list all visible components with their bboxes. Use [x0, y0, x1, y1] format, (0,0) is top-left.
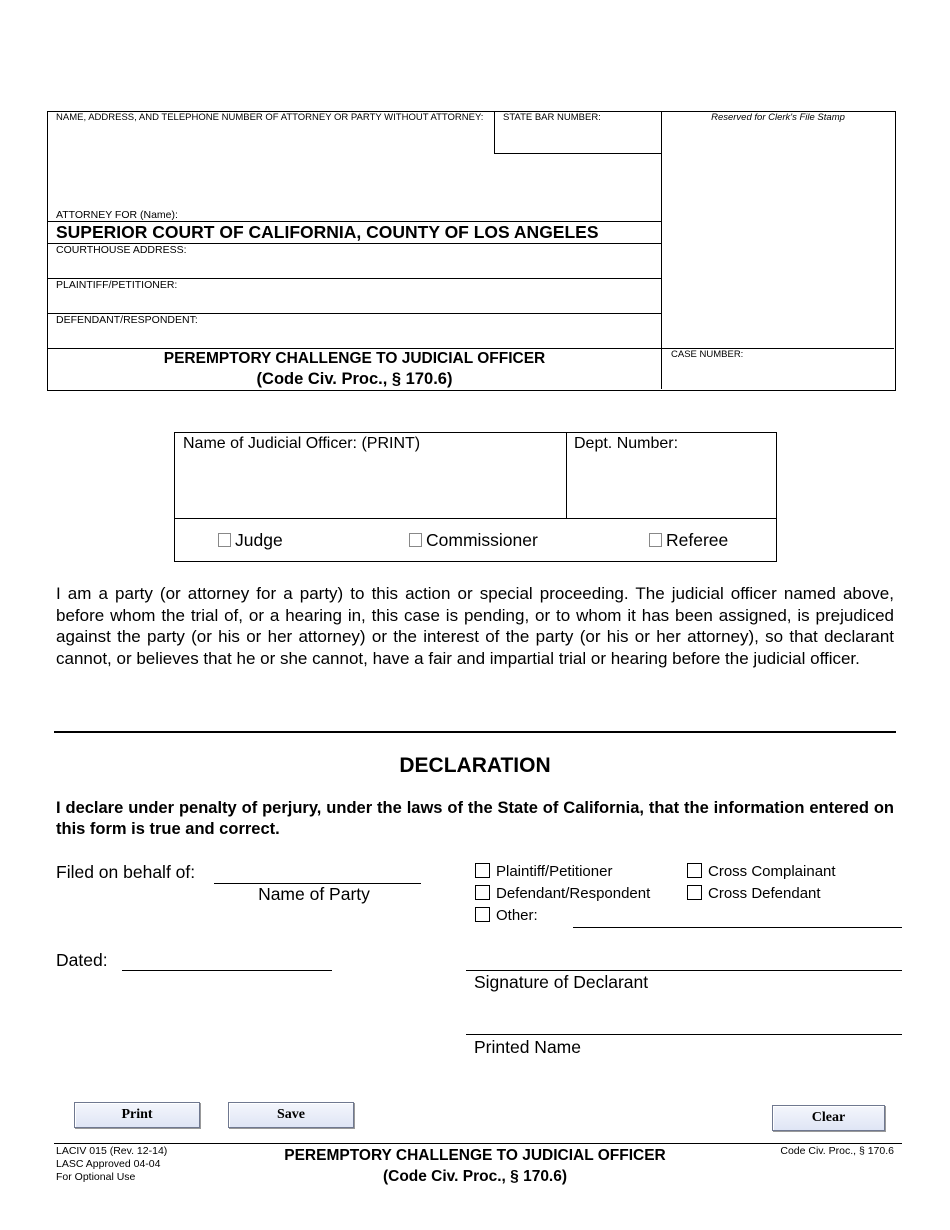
filed-on-behalf-label: Filed on behalf of:: [56, 862, 196, 882]
caption-title-line1: PEREMPTORY CHALLENGE TO JUDICIAL OFFICER: [163, 350, 546, 367]
officer-rule: [174, 518, 776, 519]
party-cross-complainant[interactable]: [687, 863, 836, 880]
clerk-stamp-label: Reserved for Clerk's File Stamp: [711, 112, 845, 123]
party-cross-defendant[interactable]: [687, 885, 821, 902]
footer-form-id: LACIV 015 (Rev. 12-14): [56, 1145, 168, 1157]
other-checkbox[interactable]: [475, 907, 490, 922]
caption-title: [47, 348, 662, 390]
footer-title-line1: PEREMPTORY CHALLENGE TO JUDICIAL OFFICER: [284, 1147, 666, 1164]
caption-title-line2: (Code Civ. Proc., § 170.6): [256, 370, 453, 388]
commissioner-checkbox[interactable]: [409, 533, 422, 547]
option-referee[interactable]: [649, 530, 728, 551]
defendant-option-label: Defendant/Respondent: [496, 885, 651, 902]
declaration-heading: DECLARATION: [399, 754, 551, 777]
attorney-for-label: ATTORNEY FOR (Name):: [56, 209, 178, 221]
judge-checkbox[interactable]: [218, 533, 231, 547]
declaration-text: I declare under penalty of perjury, under the laws of the State of California, that the information entered on this form is true and correct.: [56, 799, 894, 838]
other-option-label: Other:: [496, 907, 538, 924]
signature-line[interactable]: [466, 970, 902, 971]
footer-form-info: [56, 1145, 167, 1184]
save-button[interactable]: Save: [228, 1102, 354, 1128]
state-bar-label: STATE BAR NUMBER:: [503, 112, 601, 123]
commissioner-label: Commissioner: [426, 530, 538, 550]
party-other[interactable]: [475, 907, 538, 924]
plaintiff-checkbox[interactable]: [475, 863, 490, 878]
footer-title-line2: (Code Civ. Proc., § 170.6): [382, 1168, 568, 1185]
cross-defendant-checkbox[interactable]: [687, 885, 702, 900]
footer-optional: For Optional Use: [56, 1171, 136, 1183]
print-button[interactable]: Print: [74, 1102, 200, 1128]
cross-defendant-label: Cross Defendant: [708, 885, 821, 902]
party-defendant[interactable]: [475, 885, 650, 902]
statement-paragraph: I am a party (or attorney for a party) to this action or special proceeding. The judicial officer named above, before whom the trial of, or a hearing in, this case is pending, or to whom it has been assigned, is prejudiced against the party (or his or her attorney) or the interest of the party (or his or her attorney), so that declarant cannot, or believes that he or she cannot, have a fair and impartial trial or hearing before the judicial officer.: [56, 584, 894, 668]
plaintiff-label: PLAINTIFF/PETITIONER:: [56, 279, 178, 291]
name-of-party-label: Name of Party: [258, 884, 370, 904]
referee-label: Referee: [666, 530, 729, 550]
attorney-label: NAME, ADDRESS, AND TELEPHONE NUMBER OF ATTORNEY OR PARTY WITHOUT ATTORNEY:: [56, 112, 484, 123]
party-plaintiff[interactable]: [475, 863, 612, 880]
defendant-label: DEFENDANT/RESPONDENT:: [56, 314, 198, 326]
defendant-checkbox[interactable]: [475, 885, 490, 900]
other-line[interactable]: [573, 927, 902, 928]
footer-title: [225, 1145, 725, 1187]
court-name: SUPERIOR COURT OF CALIFORNIA, COUNTY OF LOS ANGELES: [56, 222, 599, 242]
state-bar-border: [494, 111, 495, 154]
dated-label: Dated:: [56, 950, 108, 970]
case-number-label: CASE NUMBER:: [671, 349, 744, 360]
dept-number-label: Dept. Number:: [574, 435, 679, 452]
option-judge[interactable]: [218, 530, 283, 551]
printed-name-label: Printed Name: [474, 1037, 581, 1057]
dated-line[interactable]: [122, 970, 332, 971]
cross-complainant-checkbox[interactable]: [687, 863, 702, 878]
state-bar-bottom: [494, 153, 662, 154]
referee-checkbox[interactable]: [649, 533, 662, 547]
footer-rule: [54, 1143, 902, 1144]
signature-label: Signature of Declarant: [474, 972, 649, 992]
option-commissioner[interactable]: [409, 530, 538, 551]
officer-name-label: Name of Judicial Officer: (PRINT): [183, 435, 421, 452]
cross-complainant-label: Cross Complainant: [708, 863, 836, 880]
declaration-rule: [54, 731, 896, 733]
clear-button[interactable]: Clear: [772, 1105, 885, 1131]
plaintiff-option-label: Plaintiff/Petitioner: [496, 863, 613, 880]
printed-name-line[interactable]: [466, 1034, 902, 1035]
footer-code-ref: Code Civ. Proc., § 170.6: [780, 1145, 894, 1157]
footer-approved: LASC Approved 04-04: [56, 1158, 161, 1170]
judge-label: Judge: [235, 530, 283, 550]
courthouse-label: COURTHOUSE ADDRESS:: [56, 244, 187, 256]
officer-divider: [566, 432, 567, 518]
